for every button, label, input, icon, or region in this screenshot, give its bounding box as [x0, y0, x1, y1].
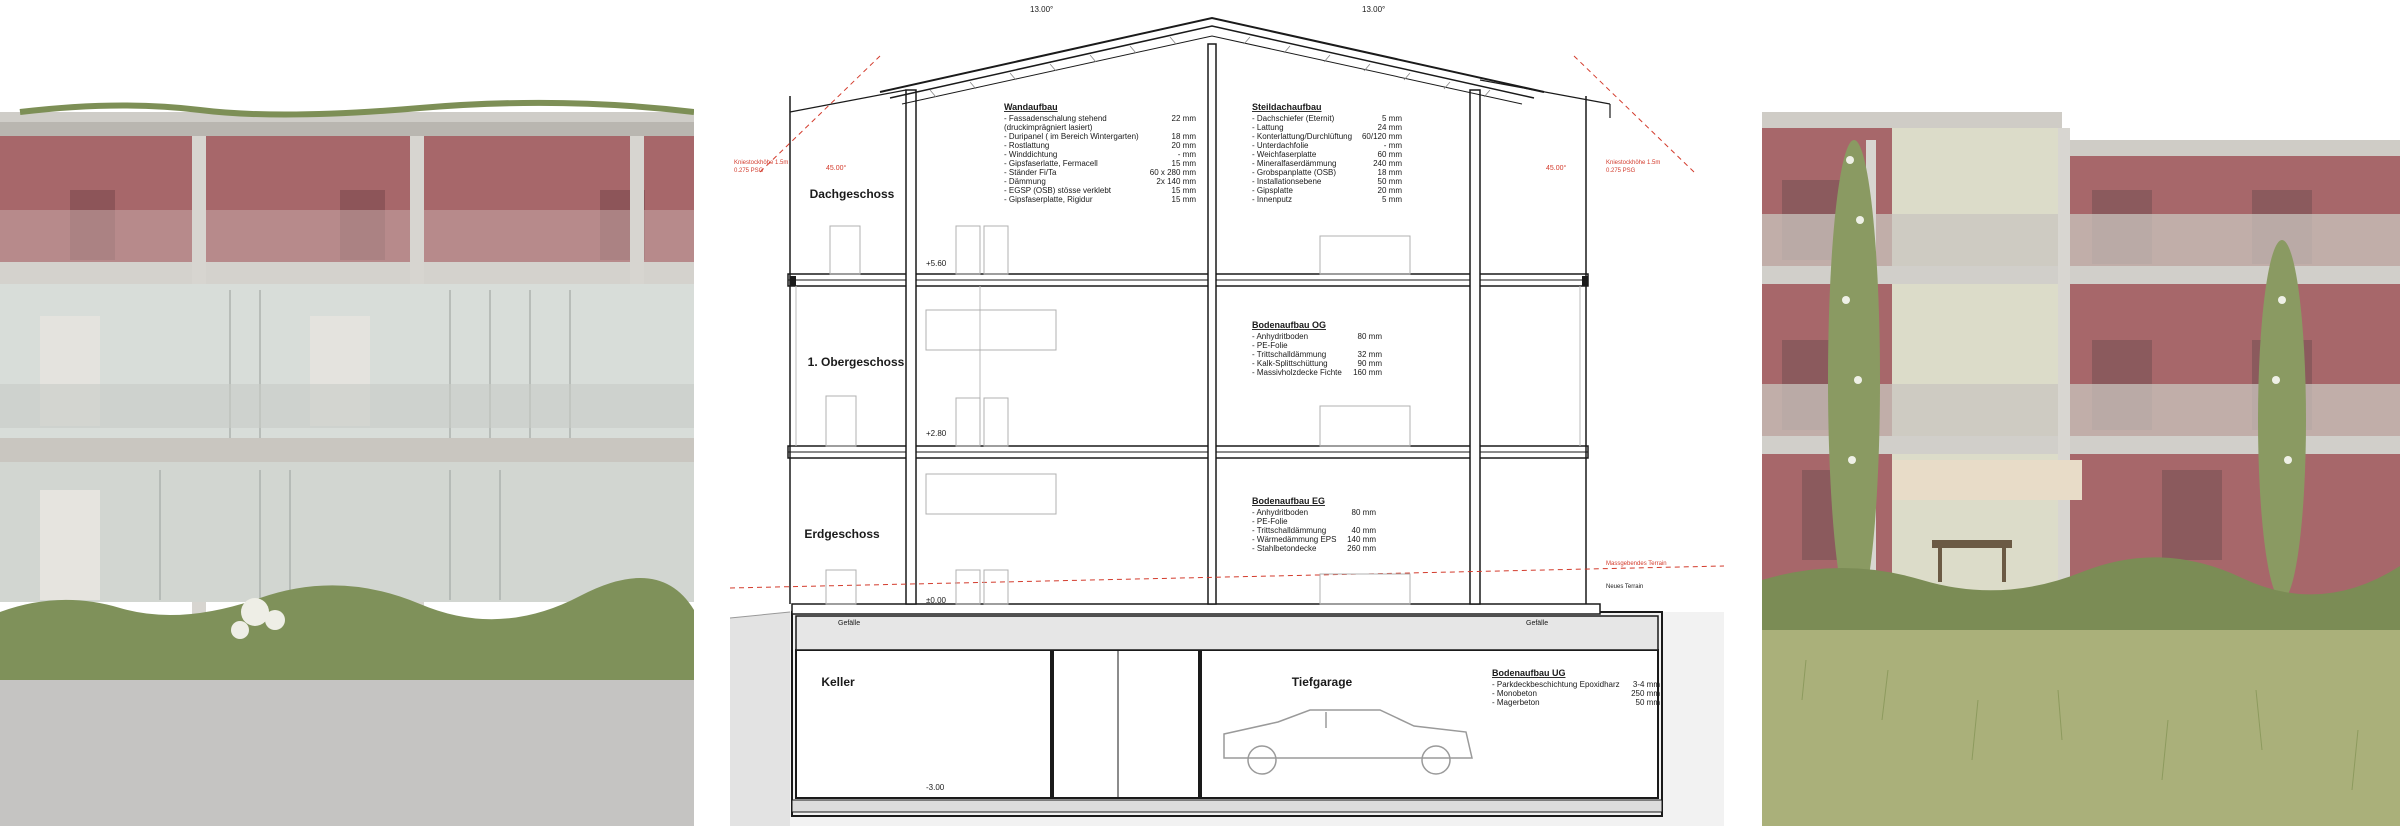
- buildup-row: - Gipsfaserplatte, Rigidur: [1004, 195, 1093, 204]
- floor-label-dachgeschoss: Dachgeschoss: [809, 187, 895, 201]
- buildup-row: - Konterlattung/Durchlüftung: [1252, 132, 1353, 141]
- buildup-value: 24 mm: [1377, 123, 1402, 132]
- buildup-row: - Kalk-Splittschüttung: [1252, 359, 1328, 368]
- buildup-value: 18 mm: [1171, 132, 1196, 141]
- buildup-row: - Anhydritboden: [1252, 332, 1309, 341]
- section-svg: [730, 0, 1724, 826]
- buildup-row: - Magerbeton: [1492, 698, 1540, 707]
- road-surface: [0, 680, 694, 826]
- buildup-value: 5 mm: [1382, 114, 1402, 123]
- left-facade-image: [0, 0, 694, 826]
- roof-angle-right: 13.00°: [1362, 5, 1386, 14]
- buildup-row: - Grobspanplatte (OSB): [1252, 168, 1337, 177]
- floor-label-keller: Keller: [821, 675, 855, 689]
- left-facade-rendering: [0, 0, 694, 826]
- awning: [1892, 460, 2082, 500]
- roof-angle-left: 13.00°: [1030, 5, 1054, 14]
- level-mark-eg: ±0.00: [926, 596, 946, 605]
- buildup-row: - Fassadenschalung stehend: [1004, 114, 1107, 123]
- buildup-value: 60/120 mm: [1361, 132, 1402, 141]
- buildup-eg-title: Bodenaufbau EG: [1252, 496, 1326, 506]
- buildup-row: - PE-Folie: [1252, 517, 1288, 526]
- buildup-row: (druckimprägniert lasiert): [1004, 123, 1093, 132]
- buildup-row: - Unterdachfolie: [1252, 141, 1309, 150]
- buildup-row: - Trittschalldämmung: [1252, 350, 1327, 359]
- buildup-value: 160 mm: [1353, 368, 1382, 377]
- buildup-dach-title: Steildachaufbau: [1252, 102, 1322, 112]
- buildup-value: 5 mm: [1382, 195, 1402, 204]
- terrain-existing: Massgebendes Terrain: [1606, 561, 1667, 567]
- level-mark-keller: -3.00: [926, 783, 945, 792]
- buildup-value: - mm: [1383, 141, 1402, 150]
- buildup-row: - Stahlbetondecke: [1252, 544, 1317, 553]
- projection-left-2: 0.275 PSG: [734, 168, 764, 174]
- buildup-value: 32 mm: [1357, 350, 1382, 359]
- buildup-value: 140 mm: [1347, 535, 1376, 544]
- light-facade-block: [1892, 128, 2062, 598]
- buildup-row: - Innenputz: [1252, 195, 1293, 204]
- buildup-value: 90 mm: [1357, 359, 1382, 368]
- buildup-row: - Weichfaserplatte: [1252, 150, 1317, 159]
- buildup-og-title: Bodenaufbau OG: [1252, 320, 1326, 330]
- buildup-value: 60 x 280 mm: [1149, 168, 1196, 177]
- gefaelle-right: Gefälle: [1526, 620, 1549, 627]
- buildup-value: 50 mm: [1377, 177, 1402, 186]
- buildup-value: 60 mm: [1377, 150, 1402, 159]
- right-facade-rendering: [1762, 0, 2400, 826]
- terrain-new: Neues Terrain: [1606, 584, 1644, 590]
- angle-45-right: 45.00°: [1546, 165, 1567, 172]
- meadow: [1762, 630, 2400, 826]
- buildup-value: 40 mm: [1351, 526, 1376, 535]
- buildup-row: - Massivholzdecke Fichte: [1252, 368, 1342, 377]
- buildup-row: - Ständer Fi/Ta: [1004, 168, 1057, 177]
- buildup-value: 80 mm: [1351, 508, 1376, 517]
- buildup-row: - Rostlattung: [1004, 141, 1050, 150]
- buildup-value: 240 mm: [1373, 159, 1402, 168]
- buildup-value: 50 mm: [1635, 698, 1660, 707]
- buildup-ug-title: Bodenaufbau UG: [1492, 668, 1566, 678]
- buildup-row: - Lattung: [1252, 123, 1284, 132]
- projection-right-2: 0.275 PSG: [1606, 168, 1636, 174]
- buildup-row: - PE-Folie: [1252, 341, 1288, 350]
- buildup-value: 2x 140 mm: [1156, 177, 1196, 186]
- buildup-row: - Anhydritboden: [1252, 508, 1309, 517]
- level-mark-dg: +5.60: [926, 259, 947, 268]
- buildup-row: - EGSP (OSB) stösse verklebt: [1004, 186, 1111, 195]
- buildup-row: - Dämmung: [1004, 177, 1046, 186]
- buildup-value: 15 mm: [1171, 159, 1196, 168]
- buildup-value: 22 mm: [1171, 114, 1196, 123]
- gefaelle-left: Gefälle: [838, 620, 861, 627]
- buildup-value: 20 mm: [1377, 186, 1402, 195]
- buildup-value: 260 mm: [1347, 544, 1376, 553]
- projection-right-1: Kniestockhöhe 1.5m: [1606, 160, 1661, 166]
- buildup-value: 15 mm: [1171, 186, 1196, 195]
- buildup-row: - Winddichtung: [1004, 150, 1058, 159]
- buildup-value: 80 mm: [1357, 332, 1382, 341]
- buildup-value: 250 mm: [1631, 689, 1660, 698]
- buildup-value: 3-4 mm: [1632, 680, 1660, 689]
- buildup-row: - Parkdeckbeschichtung Epoxidharz: [1492, 680, 1620, 689]
- buildup-row: - Gipsplatte: [1252, 186, 1293, 195]
- buildup-wand-title: Wandaufbau: [1004, 102, 1058, 112]
- buildup-row: - Gipsfaserlatte, Fermacell: [1004, 159, 1098, 168]
- buildup-row: - Mineralfaserdämmung: [1252, 159, 1337, 168]
- buildup-row: - Trittschalldämmung: [1252, 526, 1327, 535]
- level-mark-og: +2.80: [926, 429, 947, 438]
- right-facade-image: [1762, 0, 2400, 826]
- angle-45-left: 45.00°: [826, 165, 847, 172]
- building-section-drawing: [730, 0, 1724, 826]
- buildup-row: - Installationsebene: [1252, 177, 1322, 186]
- projection-left-1: Kniestockhöhe 1.5m: [734, 160, 789, 166]
- buildup-value: 15 mm: [1171, 195, 1196, 204]
- buildup-row: - Monobeton: [1492, 689, 1537, 698]
- floor-label-erdgeschoss: Erdgeschoss: [804, 527, 880, 541]
- ground-floor-glazing: [0, 462, 694, 602]
- buildup-value: - mm: [1177, 150, 1196, 159]
- buildup-row: - Dachschiefer (Eternit): [1252, 114, 1335, 123]
- floor-label-obergeschoss: 1. Obergeschoss: [807, 355, 905, 369]
- buildup-value: 18 mm: [1377, 168, 1402, 177]
- buildup-value: 20 mm: [1171, 141, 1196, 150]
- buildup-row: - Duripanel ( im Bereich Wintergarten): [1004, 132, 1139, 141]
- garage-label: Tiefgarage: [1291, 675, 1353, 689]
- buildup-row: - Wärmedämmung EPS: [1252, 535, 1337, 544]
